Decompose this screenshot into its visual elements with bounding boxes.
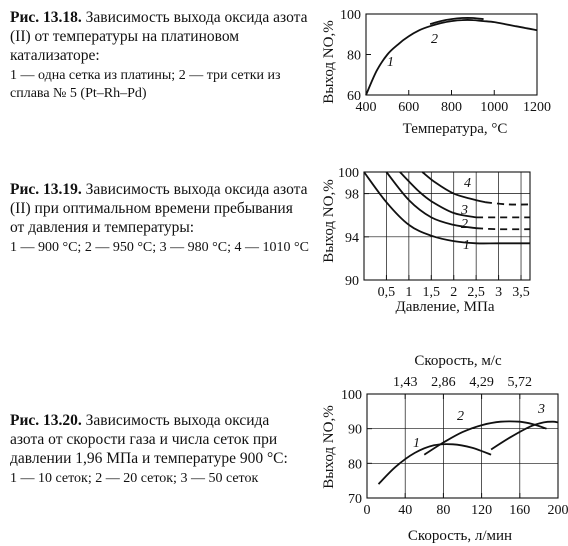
xlabel: Температура, °C <box>402 121 508 137</box>
figure-label: Рис. 13.20. <box>10 412 82 429</box>
series-line-1 <box>379 444 492 484</box>
y-tick-label: 94 <box>345 230 359 246</box>
x-tick-label: 1200 <box>523 100 551 115</box>
x-tick-label: 1,5 <box>422 285 441 300</box>
x-tick-label: 400 <box>355 100 377 115</box>
curve-label-1: 1 <box>387 55 394 70</box>
ylabel: Выход NO,% <box>321 405 337 489</box>
curve-label-3: 3 <box>461 203 468 218</box>
x-tick-label: 800 <box>441 100 462 115</box>
xlabel: Давление, МПа <box>395 299 495 315</box>
x-tick-label: 2 <box>450 285 458 300</box>
xlabel: Скорость, л/мин <box>407 528 513 544</box>
x-tick-label: 3,5 <box>512 285 530 300</box>
x-tick-label: 1000 <box>480 100 509 115</box>
x-tick-label: 3 <box>495 285 503 300</box>
x-tick-label: 2,5 <box>467 285 485 300</box>
curve-label-4: 4 <box>464 176 471 191</box>
x-tick-label: 200 <box>547 503 568 518</box>
x-tick-label: 40 <box>398 503 413 518</box>
y-tick-label: 100 <box>341 388 362 403</box>
x-tick-label: 1 <box>405 285 413 300</box>
curve-label-1: 1 <box>463 238 470 253</box>
figure-legend: 1 — одна сетка из платины; 2 — три сетки из сплава № 5 (Pt–Rh–Pd) <box>10 68 281 101</box>
y-tick-label: 100 <box>340 8 361 23</box>
figure-label: Рис. 13.18. <box>10 9 82 26</box>
chart-temperature <box>321 8 551 137</box>
curve-label-2: 2 <box>457 409 464 424</box>
x2-tick-label: 2,86 <box>431 375 456 390</box>
x-tick-label: 120 <box>471 503 493 518</box>
x2-tick-label: 1,43 <box>392 375 418 390</box>
chart-pressure <box>321 166 530 315</box>
y-tick-label: 90 <box>345 274 359 289</box>
x-tick-label: 600 <box>398 100 420 115</box>
series-line-3 <box>491 422 558 450</box>
series-line-1 <box>364 172 530 243</box>
x2-tick-label: 5,72 <box>507 375 533 390</box>
x-tick-label: 0,5 <box>377 285 396 300</box>
plot-frame <box>364 172 530 280</box>
ylabel: Выход NO,% <box>321 179 337 263</box>
curve-label-1: 1 <box>413 436 420 451</box>
figure-title: Зависимость выхода оксида азота (II) от температуры на платиновом катализаторе: <box>10 9 308 64</box>
curve-label-2: 2 <box>431 32 438 47</box>
y-tick-label: 80 <box>348 457 362 473</box>
x-tick-label: 160 <box>509 503 531 518</box>
x2label: Скорость, м/с <box>414 353 502 369</box>
figure-label: Рис. 13.19. <box>10 181 82 198</box>
chart-gas-velocity <box>321 353 568 544</box>
figure-title: Зависимость выхода оксида азота от скорости газа и числа сеток при давлении 1,96 МПа и температуре 900 °C: <box>10 412 288 467</box>
series-line-2 <box>424 421 546 454</box>
figure-legend: 1 — 10 сеток; 2 — 20 сеток; 3 — 50 сеток <box>10 471 259 486</box>
curve-label-3: 3 <box>538 402 545 417</box>
x-tick-label: 80 <box>436 503 451 518</box>
x-tick-label: 0 <box>363 503 371 518</box>
series-line-2-dashed <box>476 228 530 229</box>
y-tick-label: 98 <box>345 187 359 203</box>
y-tick-label: 100 <box>338 166 359 181</box>
y-tick-label: 70 <box>348 492 362 507</box>
y-tick-label: 90 <box>348 422 362 438</box>
ylabel: Выход NO,% <box>321 20 337 104</box>
figure-title: Зависимость выхода оксида азота (II) при оптимальном времени пребывания от давления и температуры: <box>10 181 308 236</box>
series-line-4-dashed <box>485 202 530 204</box>
curve-label-2: 2 <box>461 217 468 232</box>
figure-legend: 1 — 900 °C; 2 — 950 °C; 3 — 980 °C; 4 — 1010 °C <box>10 240 309 255</box>
y-tick-label: 60 <box>347 89 361 104</box>
x2-tick-label: 4,29 <box>469 375 494 390</box>
y-tick-label: 80 <box>347 48 361 64</box>
